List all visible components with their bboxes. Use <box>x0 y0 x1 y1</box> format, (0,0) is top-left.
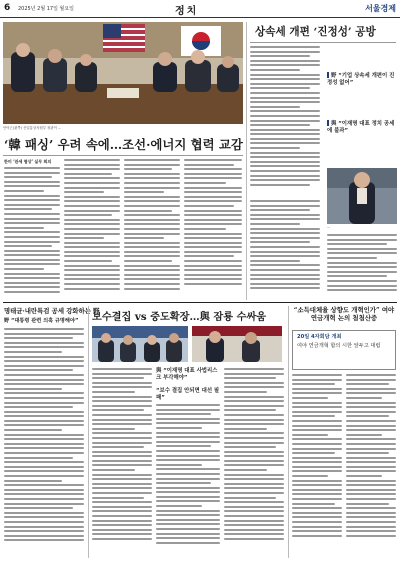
center-subquote-2: “보수 결집 안되면 대선 필패” <box>156 388 220 401</box>
tax-photo <box>327 168 397 224</box>
party-photo <box>92 326 188 362</box>
publication-date: 2025년 2월 17일 월요일 <box>18 6 75 12</box>
bottom-divider-1 <box>88 306 89 558</box>
inheritance-headline-divider <box>250 42 396 43</box>
pension-box <box>292 330 396 370</box>
article-column-3 <box>124 159 180 299</box>
article-column-2 <box>64 159 120 299</box>
center-subquote-1: 與 “이재명 대표 사법리스크 부각해야” <box>156 368 218 381</box>
pension-box-sub: 여야 연금개혁 합의 시한 앞두고 대립 <box>297 343 381 349</box>
article-column-1 <box>4 159 60 299</box>
pension-headline: “소득대체율 상향도 개혁인가” 여야 연금개혁 논의 첨첨산중 <box>293 306 395 323</box>
page-header <box>0 0 400 18</box>
center-column-2 <box>156 404 220 558</box>
center-column-1 <box>92 368 152 558</box>
section-title: 정치 <box>175 6 199 17</box>
article-byline: 한미 ‘관세 협상’ 실무 회의 <box>4 159 52 164</box>
tax-photo-caption: … <box>327 225 331 229</box>
rally-photo <box>192 326 282 362</box>
bottom-divider-2 <box>288 306 289 558</box>
main-headline: ‘韓 패싱’ 우려 속에…조선·에너지 협력 교감 <box>4 137 243 152</box>
fold-divider <box>3 302 397 303</box>
inheritance-tax-headline: 상속세 개편 ‘진정성’ 공방 <box>255 26 376 38</box>
ruling-party-headline: 보수결집 vs 중도확장…與 잠룡 수싸움 <box>92 311 267 323</box>
meeting-photo-caption: 안덕근(왼쪽) 산업통상자원부 장관이 … <box>3 126 62 130</box>
quote-bar-icon <box>327 72 329 78</box>
inheritance-column-2 <box>250 200 320 298</box>
pull-quote-2: 與 “이재명 대표 정치 공세에 불과” <box>327 121 395 134</box>
newspaper-logo: 서울경제 <box>365 4 396 13</box>
bottom-left-column <box>4 328 84 558</box>
inheritance-column-3 <box>327 234 397 298</box>
special-counsel-sub: 野 “대통령 관련 의혹 규명해야” <box>4 318 79 324</box>
inheritance-column-1 <box>250 46 320 196</box>
pension-box-title: 20일 4자회담 개최 <box>297 334 342 340</box>
column-divider <box>246 22 247 300</box>
special-counsel-headline: 명태균·내란특검 공세 강화하는 野 <box>4 307 100 315</box>
pension-column-2 <box>346 374 396 558</box>
quote-bar-icon <box>327 120 329 126</box>
article-column-4 <box>184 159 242 299</box>
meeting-photo <box>3 22 243 124</box>
page-number: 6 <box>4 3 11 13</box>
pull-quote-1: 野 “기업 상속세 개편이 진정성 없어” <box>327 73 395 86</box>
center-column-3 <box>224 368 284 558</box>
headline-divider <box>3 155 243 156</box>
pension-column-1 <box>292 374 342 558</box>
